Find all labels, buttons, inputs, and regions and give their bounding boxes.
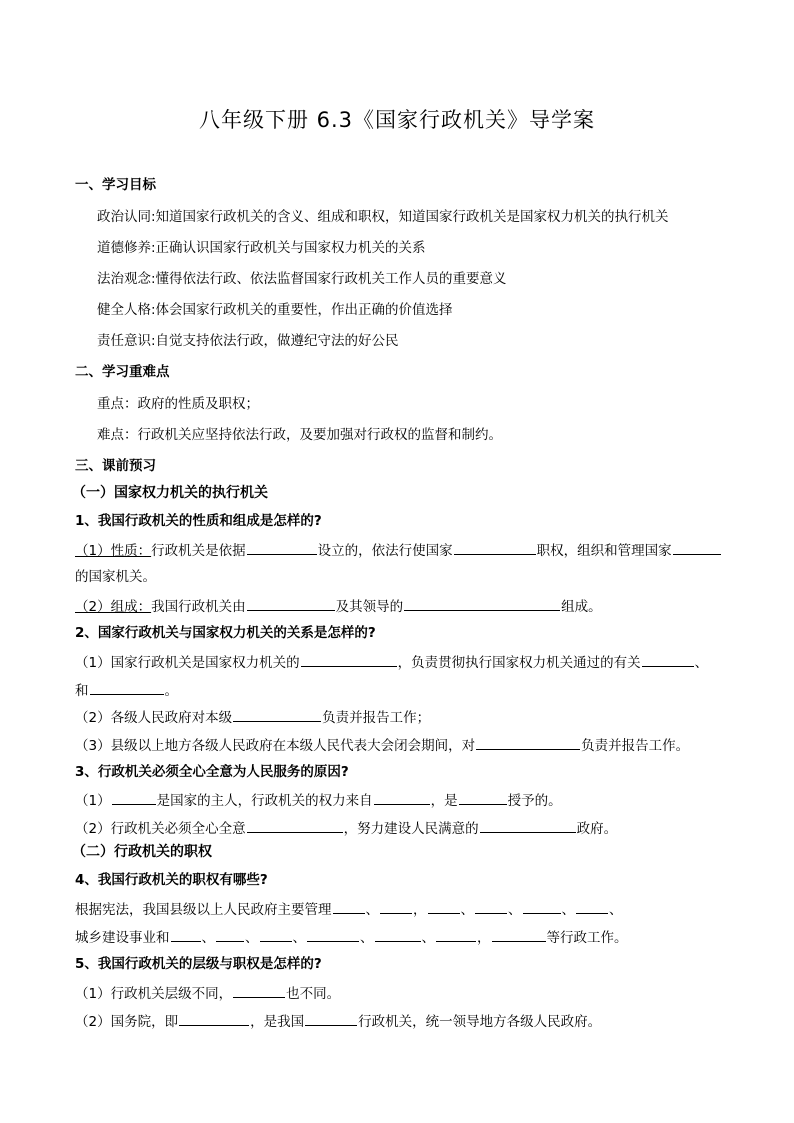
text-fragment: ， [477, 930, 491, 946]
goal-item: 健全人格:体会国家行政机关的重要性，作出正确的价值选择 [97, 302, 453, 318]
fill-blank[interactable] [233, 983, 285, 998]
text-fragment: 、 [609, 902, 623, 918]
text-fragment: （1） [75, 793, 111, 809]
fill-blank[interactable] [642, 652, 694, 667]
question-title: 2、国家行政机关与国家权力机关的关系是怎样的? [75, 625, 376, 641]
fill-blank[interactable] [247, 596, 335, 611]
fill-blank[interactable] [216, 927, 244, 942]
difficult-point: 难点：行政机关应坚持依法行政，及要加强对行政权的监督和制约。 [97, 427, 502, 443]
fill-blank[interactable] [492, 927, 546, 942]
text-fragment: 、 [508, 902, 522, 918]
fill-blank[interactable] [404, 596, 560, 611]
fill-blank[interactable] [673, 540, 721, 555]
text-fragment: 、 [201, 930, 215, 946]
fill-blank[interactable] [454, 540, 536, 555]
key-point: 重点：政府的性质及职权； [97, 396, 259, 412]
fill-blank[interactable] [459, 790, 507, 805]
text-fragment: （1）国家行政机关是国家权力机关的 [75, 655, 300, 671]
text-fragment: ，努力建设人民满意的 [343, 821, 479, 837]
goal-item: 政治认同:知道国家行政机关的含义、组成和职权，知道国家行政机关是国家权力机关的执行机关 [97, 209, 669, 225]
fill-blank[interactable] [112, 790, 156, 805]
text-fragment: 是国家的主人，行政机关的权力来自 [156, 793, 373, 809]
section-heading: 一、学习目标 [75, 177, 156, 193]
text-fragment: 、 [460, 902, 474, 918]
answer-line [75, 652, 708, 672]
answer-line [75, 818, 617, 838]
question-title: 5、我国行政机关的层级与职权是怎样的? [75, 956, 322, 972]
answer-line [75, 899, 623, 919]
text-fragment: （3）县级以上地方各级人民政府在本级人民代表大会闭会期间，对 [75, 738, 476, 754]
text-fragment: 行政机关是依据 [151, 543, 246, 559]
section-heading: 三、课前预习 [75, 458, 156, 474]
text-fragment: 、 [694, 655, 709, 671]
text-fragment: 、 [561, 902, 575, 918]
fill-blank[interactable] [260, 927, 292, 942]
text-fragment: 负责并报告工作。 [581, 738, 690, 754]
section-heading: 二、学习重难点 [75, 364, 170, 380]
text-fragment: 组成。 [561, 599, 602, 615]
text-fragment: 和 [75, 683, 89, 699]
text-fragment: ，是我国 [250, 1014, 305, 1030]
text-fragment: 等行政工作。 [546, 930, 628, 946]
text-fragment: （1）行政机关层级不同， [75, 986, 233, 1002]
fill-blank[interactable] [247, 540, 317, 555]
goal-item: 责任意识:自觉支持依法行政，做遵纪守法的好公民 [97, 333, 399, 349]
fill-blank[interactable] [576, 899, 608, 914]
text-fragment: ， [413, 902, 427, 918]
goal-item: 法治观念:懂得依法行政、依法监督国家行政机关工作人员的重要意义 [97, 271, 507, 287]
fill-blank[interactable] [375, 927, 421, 942]
fill-blank[interactable] [233, 707, 321, 722]
fill-blank[interactable] [476, 735, 580, 750]
answer-line [75, 1011, 601, 1031]
fill-blank[interactable] [380, 899, 412, 914]
text-fragment: （2）各级人民政府对本级 [75, 710, 233, 726]
text-fragment: 、 [292, 930, 306, 946]
text-fragment: 行政机关，统一领导地方各级人民政府。 [358, 1014, 602, 1030]
answer-line [75, 790, 562, 810]
text-fragment: ，负责贯彻执行国家权力机关通过的有关 [397, 655, 641, 671]
fill-blank[interactable] [374, 790, 430, 805]
answer-line [75, 596, 602, 616]
answer-line [75, 680, 178, 700]
fill-blank[interactable] [475, 899, 507, 914]
part-heading: （一）国家权力机关的执行机关 [72, 485, 268, 501]
text-fragment: 、 [360, 930, 374, 946]
text-fragment: （2）行政机关必须全心全意 [75, 821, 246, 837]
text-fragment: 设立的，依法行使国家 [317, 543, 453, 559]
question-title: 1、我国行政机关的性质和组成是怎样的? [75, 513, 322, 529]
text-fragment: 、 [245, 930, 259, 946]
answer-line [75, 540, 722, 560]
fill-blank[interactable] [305, 1011, 357, 1026]
text-fragment: 及其领导的 [335, 599, 404, 615]
text-fragment: （2）国务院，即 [75, 1014, 179, 1030]
text-fragment: 也不同。 [286, 986, 341, 1002]
answer-label: （2）组成： [75, 599, 152, 615]
answer-label: （1）性质： [75, 543, 152, 559]
text-fragment: 、 [365, 902, 379, 918]
goal-item: 道德修养:正确认识国家行政机关与国家权力机关的关系 [97, 240, 426, 256]
fill-blank[interactable] [247, 818, 343, 833]
fill-blank[interactable] [307, 927, 359, 942]
text-fragment: 。 [164, 683, 178, 699]
question-title: 4、我国行政机关的职权有哪些? [75, 872, 268, 888]
answer-line [75, 735, 689, 755]
answer-line [75, 983, 340, 1003]
fill-blank[interactable] [333, 899, 365, 914]
text-fragment: 、 [421, 930, 435, 946]
fill-blank[interactable] [523, 899, 561, 914]
text-fragment: 城乡建设事业和 [75, 930, 170, 946]
page-title: 八年级下册 6.3《国家行政机关》导学案 [198, 108, 596, 132]
fill-blank[interactable] [179, 1011, 249, 1026]
answer-line: 的国家机关。 [75, 569, 156, 585]
text-fragment: 根据宪法，我国县级以上人民政府主要管理 [75, 902, 332, 918]
text-fragment: 政府。 [576, 821, 618, 837]
text-fragment: 职权，组织和管理国家 [536, 543, 672, 559]
fill-blank[interactable] [428, 899, 460, 914]
text-fragment: 负责并报告工作； [322, 710, 431, 726]
fill-blank[interactable] [90, 680, 164, 695]
answer-line [75, 927, 628, 947]
text-fragment: 授予的。 [507, 793, 562, 809]
text-fragment: ，是 [430, 793, 458, 809]
fill-blank[interactable] [480, 818, 576, 833]
part-heading: （二）行政机关的职权 [72, 844, 212, 860]
fill-blank[interactable] [301, 652, 397, 667]
fill-blank[interactable] [171, 927, 201, 942]
question-title: 3、行政机关必须全心全意为人民服务的原因? [75, 764, 349, 780]
text-fragment: 我国行政机关由 [151, 599, 246, 615]
fill-blank[interactable] [436, 927, 476, 942]
answer-line [75, 707, 430, 727]
